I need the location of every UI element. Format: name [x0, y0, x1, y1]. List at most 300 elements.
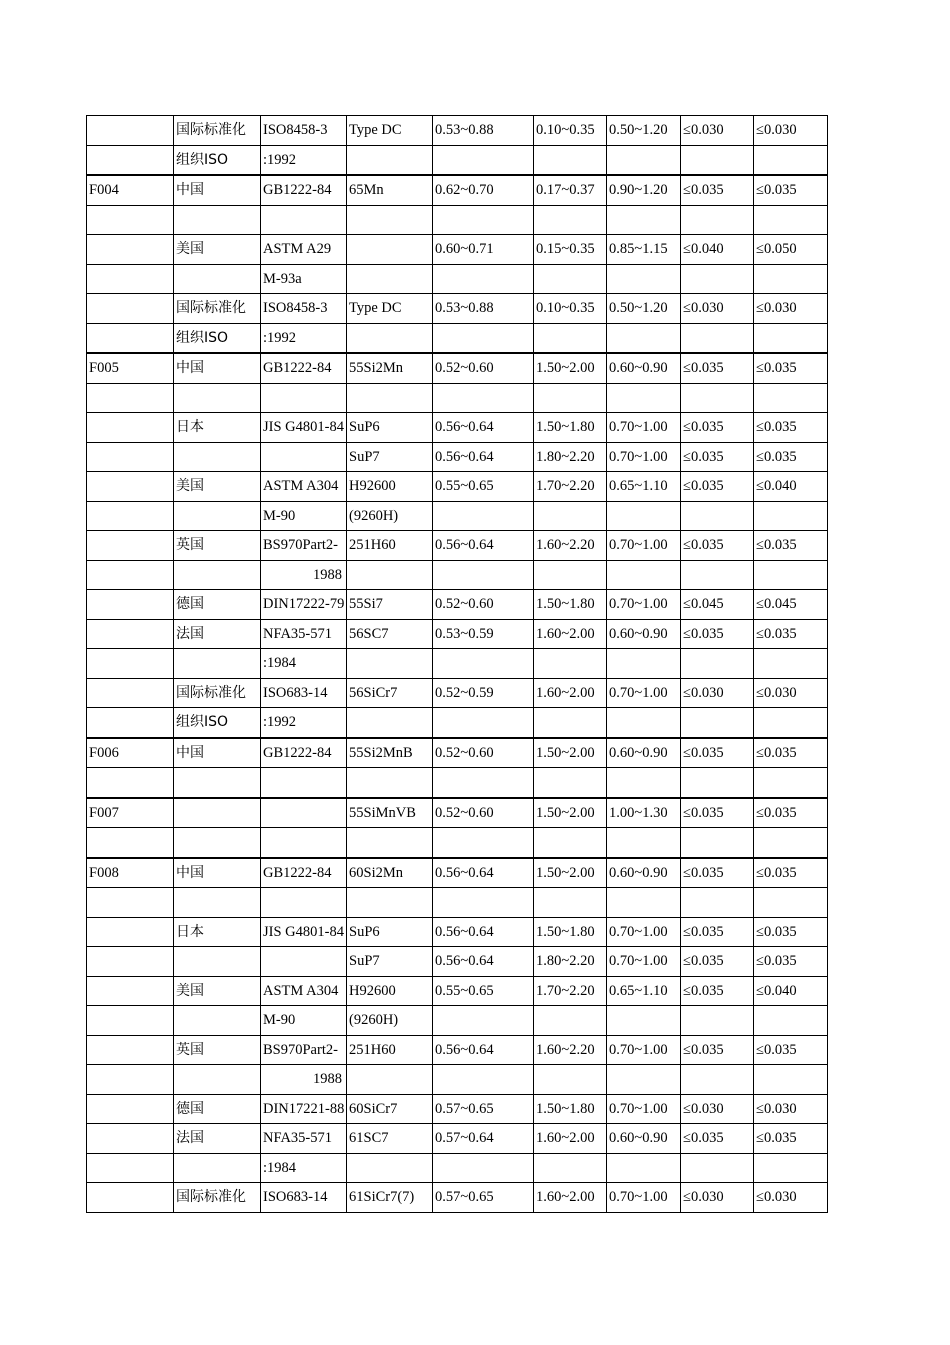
- phosphorus-cell: ≤0.035: [681, 442, 754, 472]
- phosphorus-cell: ≤0.030: [681, 678, 754, 708]
- code-cell: [87, 264, 174, 294]
- code-cell: [87, 501, 174, 531]
- grade-cell: 60Si2Mn: [347, 858, 433, 888]
- grade-cell: [347, 768, 433, 798]
- grade-cell: 55Si7: [347, 590, 433, 620]
- grade-cell: H92600: [347, 976, 433, 1006]
- grade-cell: [347, 235, 433, 265]
- manganese-cell: 1.00~1.30: [607, 798, 681, 828]
- grade-cell: 60SiCr7: [347, 1094, 433, 1124]
- table-row: [87, 619, 828, 649]
- country-cell: 国际标准化: [174, 1183, 261, 1213]
- carbon-cell: [433, 501, 534, 531]
- silicon-cell: 1.50~1.80: [534, 413, 607, 443]
- table-row: [87, 590, 828, 620]
- manganese-cell: [607, 264, 681, 294]
- table-row: [87, 560, 828, 590]
- sulfur-cell: ≤0.045: [754, 590, 828, 620]
- carbon-cell: 0.55~0.65: [433, 472, 534, 502]
- standard-cell: ISO8458-3: [261, 116, 347, 146]
- country-cell: 美国: [174, 235, 261, 265]
- standard-cell: M-90: [261, 1006, 347, 1036]
- sulfur-cell: [754, 1006, 828, 1036]
- sulfur-cell: ≤0.035: [754, 353, 828, 383]
- manganese-cell: [607, 560, 681, 590]
- carbon-cell: 0.55~0.65: [433, 976, 534, 1006]
- table-row: [87, 323, 828, 353]
- grade-cell: SuP7: [347, 947, 433, 977]
- silicon-cell: 1.60~2.20: [534, 1035, 607, 1065]
- country-cell: 中国: [174, 858, 261, 888]
- code-cell: [87, 1065, 174, 1095]
- standard-cell: ISO8458-3: [261, 294, 347, 324]
- sulfur-cell: ≤0.050: [754, 235, 828, 265]
- standard-cell: [261, 888, 347, 918]
- table-row: [87, 1183, 828, 1213]
- silicon-cell: [534, 264, 607, 294]
- carbon-cell: 0.52~0.60: [433, 353, 534, 383]
- table-row: [87, 472, 828, 502]
- grade-cell: SuP6: [347, 917, 433, 947]
- carbon-cell: 0.60~0.71: [433, 235, 534, 265]
- sulfur-cell: ≤0.035: [754, 442, 828, 472]
- standard-cell: [261, 947, 347, 977]
- carbon-cell: [433, 888, 534, 918]
- phosphorus-cell: ≤0.035: [681, 353, 754, 383]
- manganese-cell: 0.70~1.00: [607, 442, 681, 472]
- country-cell: 英国: [174, 1035, 261, 1065]
- code-cell: [87, 323, 174, 353]
- table-row: [87, 442, 828, 472]
- manganese-cell: [607, 1065, 681, 1095]
- table-row: [87, 264, 828, 294]
- standard-cell: GB1222-84: [261, 353, 347, 383]
- carbon-cell: [433, 708, 534, 738]
- country-cell: [174, 888, 261, 918]
- grade-cell: [347, 649, 433, 679]
- grade-cell: Type DC: [347, 294, 433, 324]
- silicon-cell: [534, 768, 607, 798]
- standard-cell: JIS G4801-84: [261, 413, 347, 443]
- grade-cell: [347, 323, 433, 353]
- silicon-cell: 1.50~2.00: [534, 353, 607, 383]
- grade-cell: 61SC7: [347, 1124, 433, 1154]
- table-row: [87, 917, 828, 947]
- sulfur-cell: [754, 145, 828, 175]
- carbon-cell: [433, 828, 534, 858]
- code-cell: [87, 205, 174, 235]
- phosphorus-cell: ≤0.030: [681, 1183, 754, 1213]
- phosphorus-cell: ≤0.040: [681, 235, 754, 265]
- country-cell: 组织ISO: [174, 708, 261, 738]
- phosphorus-cell: [681, 1153, 754, 1183]
- country-cell: [174, 264, 261, 294]
- phosphorus-cell: [681, 145, 754, 175]
- country-cell: [174, 383, 261, 413]
- phosphorus-cell: ≤0.035: [681, 858, 754, 888]
- phosphorus-cell: [681, 708, 754, 738]
- manganese-cell: 0.60~0.90: [607, 353, 681, 383]
- carbon-cell: [433, 560, 534, 590]
- country-cell: 德国: [174, 590, 261, 620]
- phosphorus-cell: ≤0.030: [681, 294, 754, 324]
- grade-cell: H92600: [347, 472, 433, 502]
- code-cell: [87, 235, 174, 265]
- silicon-cell: 1.50~2.00: [534, 858, 607, 888]
- code-cell: [87, 294, 174, 324]
- phosphorus-cell: ≤0.035: [681, 619, 754, 649]
- standard-cell: [261, 205, 347, 235]
- phosphorus-cell: ≤0.035: [681, 976, 754, 1006]
- table-row: [87, 798, 828, 828]
- phosphorus-cell: [681, 205, 754, 235]
- code-cell: F007: [87, 798, 174, 828]
- phosphorus-cell: [681, 383, 754, 413]
- code-cell: F004: [87, 175, 174, 205]
- carbon-cell: 0.52~0.60: [433, 590, 534, 620]
- standard-cell: ASTM A304: [261, 976, 347, 1006]
- code-cell: [87, 1153, 174, 1183]
- phosphorus-cell: ≤0.035: [681, 798, 754, 828]
- code-cell: [87, 768, 174, 798]
- carbon-cell: 0.57~0.65: [433, 1094, 534, 1124]
- carbon-cell: 0.62~0.70: [433, 175, 534, 205]
- table-row: [87, 145, 828, 175]
- code-cell: [87, 649, 174, 679]
- code-cell: [87, 1035, 174, 1065]
- sulfur-cell: ≤0.030: [754, 294, 828, 324]
- code-cell: [87, 619, 174, 649]
- silicon-cell: 1.60~2.00: [534, 678, 607, 708]
- table-row: [87, 501, 828, 531]
- carbon-cell: 0.53~0.88: [433, 294, 534, 324]
- grade-cell: [347, 828, 433, 858]
- grade-cell: [347, 708, 433, 738]
- standard-cell: [261, 442, 347, 472]
- manganese-cell: 0.60~0.90: [607, 1124, 681, 1154]
- table-row: [87, 1124, 828, 1154]
- carbon-cell: 0.56~0.64: [433, 413, 534, 443]
- manganese-cell: [607, 1153, 681, 1183]
- sulfur-cell: [754, 560, 828, 590]
- sulfur-cell: ≤0.035: [754, 738, 828, 768]
- standard-cell: :1992: [261, 145, 347, 175]
- manganese-cell: [607, 828, 681, 858]
- carbon-cell: 0.57~0.64: [433, 1124, 534, 1154]
- grade-cell: Type DC: [347, 116, 433, 146]
- carbon-cell: 0.53~0.59: [433, 619, 534, 649]
- carbon-cell: 0.52~0.59: [433, 678, 534, 708]
- country-cell: [174, 947, 261, 977]
- code-cell: [87, 442, 174, 472]
- standard-cell: GB1222-84: [261, 738, 347, 768]
- table-row: [87, 1094, 828, 1124]
- manganese-cell: [607, 708, 681, 738]
- phosphorus-cell: [681, 501, 754, 531]
- sulfur-cell: ≤0.040: [754, 976, 828, 1006]
- grade-cell: 55Si2MnB: [347, 738, 433, 768]
- grade-cell: [347, 145, 433, 175]
- sulfur-cell: [754, 205, 828, 235]
- table-row: [87, 828, 828, 858]
- standard-cell: [261, 798, 347, 828]
- phosphorus-cell: ≤0.035: [681, 917, 754, 947]
- grade-cell: [347, 205, 433, 235]
- carbon-cell: 0.56~0.64: [433, 1035, 534, 1065]
- sulfur-cell: [754, 888, 828, 918]
- manganese-cell: 0.65~1.10: [607, 976, 681, 1006]
- standard-cell: ASTM A29: [261, 235, 347, 265]
- country-cell: [174, 768, 261, 798]
- code-cell: [87, 678, 174, 708]
- table-row: [87, 678, 828, 708]
- standard-cell: [261, 768, 347, 798]
- sulfur-cell: ≤0.035: [754, 947, 828, 977]
- table-row: [87, 947, 828, 977]
- standard-cell: BS970Part2-: [261, 531, 347, 561]
- steel-standards-table: [86, 115, 828, 1213]
- country-cell: 德国: [174, 1094, 261, 1124]
- phosphorus-cell: ≤0.035: [681, 947, 754, 977]
- country-cell: 中国: [174, 353, 261, 383]
- manganese-cell: 0.90~1.20: [607, 175, 681, 205]
- table-row: [87, 1035, 828, 1065]
- silicon-cell: [534, 828, 607, 858]
- standard-cell: NFA35-571: [261, 619, 347, 649]
- silicon-cell: 1.80~2.20: [534, 442, 607, 472]
- manganese-cell: 0.70~1.00: [607, 1035, 681, 1065]
- code-cell: [87, 976, 174, 1006]
- grade-cell: (9260H): [347, 501, 433, 531]
- country-cell: [174, 1065, 261, 1095]
- phosphorus-cell: ≤0.035: [681, 1124, 754, 1154]
- sulfur-cell: ≤0.035: [754, 619, 828, 649]
- carbon-cell: [433, 768, 534, 798]
- silicon-cell: [534, 1153, 607, 1183]
- code-cell: [87, 383, 174, 413]
- manganese-cell: [607, 888, 681, 918]
- manganese-cell: 0.60~0.90: [607, 858, 681, 888]
- table-row: [87, 531, 828, 561]
- country-cell: 中国: [174, 175, 261, 205]
- sulfur-cell: [754, 828, 828, 858]
- carbon-cell: [433, 1065, 534, 1095]
- sulfur-cell: ≤0.035: [754, 413, 828, 443]
- grade-cell: [347, 264, 433, 294]
- standard-cell: DIN17221-88: [261, 1094, 347, 1124]
- silicon-cell: [534, 145, 607, 175]
- phosphorus-cell: ≤0.030: [681, 116, 754, 146]
- sulfur-cell: [754, 264, 828, 294]
- standard-cell: JIS G4801-84: [261, 917, 347, 947]
- standard-cell: M-93a: [261, 264, 347, 294]
- country-cell: 美国: [174, 472, 261, 502]
- code-cell: [87, 917, 174, 947]
- standard-cell: [261, 828, 347, 858]
- phosphorus-cell: [681, 888, 754, 918]
- carbon-cell: 0.56~0.64: [433, 442, 534, 472]
- country-cell: 国际标准化: [174, 116, 261, 146]
- manganese-cell: [607, 205, 681, 235]
- country-cell: [174, 828, 261, 858]
- carbon-cell: 0.56~0.64: [433, 531, 534, 561]
- manganese-cell: 0.50~1.20: [607, 294, 681, 324]
- sulfur-cell: [754, 768, 828, 798]
- silicon-cell: [534, 888, 607, 918]
- manganese-cell: 0.70~1.00: [607, 413, 681, 443]
- country-cell: 组织ISO: [174, 145, 261, 175]
- carbon-cell: 0.57~0.65: [433, 1183, 534, 1213]
- code-cell: [87, 1183, 174, 1213]
- table-row: [87, 888, 828, 918]
- table-row: [87, 649, 828, 679]
- code-cell: [87, 531, 174, 561]
- code-cell: [87, 590, 174, 620]
- sulfur-cell: [754, 708, 828, 738]
- standard-cell: M-90: [261, 501, 347, 531]
- table-row: [87, 205, 828, 235]
- silicon-cell: 1.50~1.80: [534, 590, 607, 620]
- phosphorus-cell: ≤0.035: [681, 472, 754, 502]
- phosphorus-cell: ≤0.045: [681, 590, 754, 620]
- carbon-cell: [433, 1006, 534, 1036]
- carbon-cell: [433, 649, 534, 679]
- standard-cell: :1984: [261, 1153, 347, 1183]
- code-cell: F006: [87, 738, 174, 768]
- manganese-cell: 0.65~1.10: [607, 472, 681, 502]
- silicon-cell: 1.80~2.20: [534, 947, 607, 977]
- sulfur-cell: [754, 383, 828, 413]
- manganese-cell: [607, 383, 681, 413]
- grade-cell: 61SiCr7(7): [347, 1183, 433, 1213]
- code-cell: [87, 888, 174, 918]
- manganese-cell: 0.60~0.90: [607, 619, 681, 649]
- manganese-cell: [607, 649, 681, 679]
- carbon-cell: [433, 264, 534, 294]
- grade-cell: 65Mn: [347, 175, 433, 205]
- phosphorus-cell: ≤0.030: [681, 1094, 754, 1124]
- grade-cell: (9260H): [347, 1006, 433, 1036]
- sulfur-cell: ≤0.035: [754, 175, 828, 205]
- standard-cell: 1988: [261, 1065, 347, 1095]
- manganese-cell: 0.50~1.20: [607, 116, 681, 146]
- phosphorus-cell: [681, 323, 754, 353]
- country-cell: 中国: [174, 738, 261, 768]
- table-row: [87, 708, 828, 738]
- carbon-cell: [433, 1153, 534, 1183]
- standard-cell: ISO683-14: [261, 678, 347, 708]
- phosphorus-cell: ≤0.035: [681, 413, 754, 443]
- phosphorus-cell: [681, 649, 754, 679]
- silicon-cell: 0.10~0.35: [534, 116, 607, 146]
- sulfur-cell: ≤0.035: [754, 858, 828, 888]
- code-cell: [87, 413, 174, 443]
- country-cell: 日本: [174, 413, 261, 443]
- table-row: [87, 235, 828, 265]
- manganese-cell: [607, 768, 681, 798]
- code-cell: [87, 828, 174, 858]
- table-row: [87, 1153, 828, 1183]
- silicon-cell: 0.15~0.35: [534, 235, 607, 265]
- manganese-cell: 0.70~1.00: [607, 947, 681, 977]
- country-cell: [174, 501, 261, 531]
- code-cell: [87, 116, 174, 146]
- country-cell: 法国: [174, 1124, 261, 1154]
- table-row: [87, 858, 828, 888]
- table-row: [87, 738, 828, 768]
- manganese-cell: 0.70~1.00: [607, 678, 681, 708]
- standard-cell: :1992: [261, 708, 347, 738]
- grade-cell: SuP6: [347, 413, 433, 443]
- country-cell: [174, 205, 261, 235]
- grade-cell: 56SC7: [347, 619, 433, 649]
- sulfur-cell: ≤0.035: [754, 798, 828, 828]
- country-cell: 英国: [174, 531, 261, 561]
- phosphorus-cell: ≤0.035: [681, 175, 754, 205]
- manganese-cell: 0.70~1.00: [607, 531, 681, 561]
- country-cell: [174, 798, 261, 828]
- manganese-cell: [607, 501, 681, 531]
- table-row: [87, 1065, 828, 1095]
- silicon-cell: [534, 1065, 607, 1095]
- code-cell: [87, 1006, 174, 1036]
- manganese-cell: 0.70~1.00: [607, 917, 681, 947]
- manganese-cell: [607, 1006, 681, 1036]
- carbon-cell: 0.53~0.88: [433, 116, 534, 146]
- silicon-cell: [534, 649, 607, 679]
- table-row: [87, 383, 828, 413]
- standard-cell: ISO683-14: [261, 1183, 347, 1213]
- phosphorus-cell: ≤0.035: [681, 1035, 754, 1065]
- sulfur-cell: ≤0.030: [754, 116, 828, 146]
- table-row: [87, 413, 828, 443]
- phosphorus-cell: [681, 1006, 754, 1036]
- grade-cell: [347, 383, 433, 413]
- country-cell: 法国: [174, 619, 261, 649]
- manganese-cell: 0.85~1.15: [607, 235, 681, 265]
- manganese-cell: [607, 145, 681, 175]
- grade-cell: 55SiMnVB: [347, 798, 433, 828]
- sulfur-cell: [754, 649, 828, 679]
- standard-cell: NFA35-571: [261, 1124, 347, 1154]
- grade-cell: [347, 1065, 433, 1095]
- code-cell: [87, 472, 174, 502]
- silicon-cell: [534, 708, 607, 738]
- carbon-cell: [433, 323, 534, 353]
- silicon-cell: 1.60~2.00: [534, 619, 607, 649]
- standard-cell: GB1222-84: [261, 175, 347, 205]
- sulfur-cell: [754, 1153, 828, 1183]
- standard-cell: DIN17222-79: [261, 590, 347, 620]
- code-cell: [87, 947, 174, 977]
- silicon-cell: 0.10~0.35: [534, 294, 607, 324]
- sulfur-cell: ≤0.035: [754, 1035, 828, 1065]
- carbon-cell: 0.56~0.64: [433, 917, 534, 947]
- grade-cell: [347, 888, 433, 918]
- code-cell: F008: [87, 858, 174, 888]
- table-row: [87, 175, 828, 205]
- table-row: [87, 116, 828, 146]
- table-row: [87, 353, 828, 383]
- sulfur-cell: ≤0.030: [754, 1183, 828, 1213]
- standard-cell: GB1222-84: [261, 858, 347, 888]
- phosphorus-cell: [681, 828, 754, 858]
- manganese-cell: 0.70~1.00: [607, 590, 681, 620]
- country-cell: 日本: [174, 917, 261, 947]
- phosphorus-cell: [681, 1065, 754, 1095]
- grade-cell: 251H60: [347, 531, 433, 561]
- country-cell: 组织ISO: [174, 323, 261, 353]
